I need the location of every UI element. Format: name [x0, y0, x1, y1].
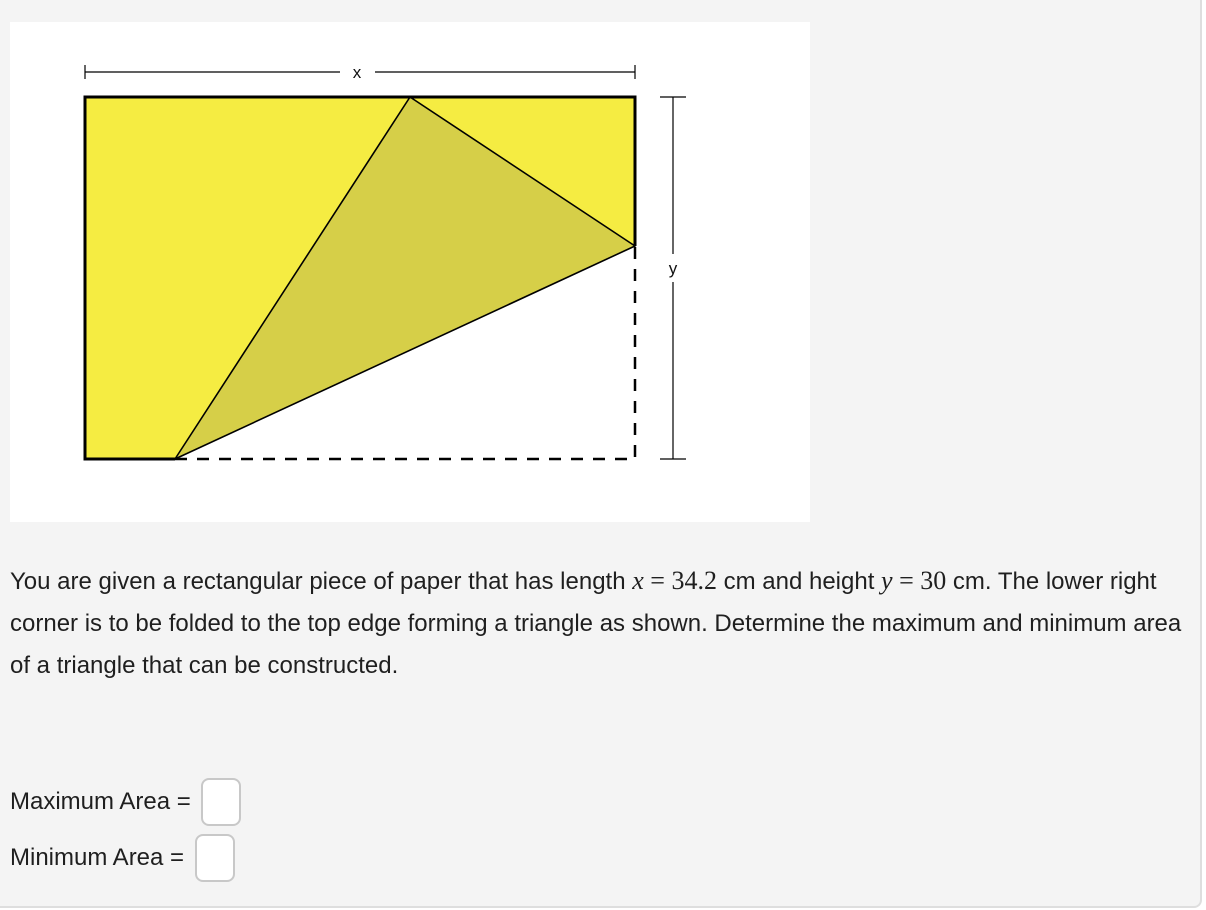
- minimum-area-input[interactable]: [195, 834, 235, 882]
- x-label: x: [352, 63, 362, 82]
- x-equation: x = 34.2: [632, 566, 717, 595]
- maximum-area-input[interactable]: [201, 778, 241, 826]
- fold-diagram: [10, 22, 810, 522]
- problem-text-2: cm and height: [716, 568, 882, 595]
- maximum-area-label: Maximum Area =: [10, 788, 198, 815]
- minimum-area-label: Minimum Area =: [10, 844, 191, 871]
- problem-text-1: You are given a rectangular piece of paper that has length: [10, 568, 633, 595]
- maximum-area-row: [10, 774, 241, 830]
- problem-statement: [10, 560, 1190, 687]
- y-label: y: [668, 259, 678, 278]
- minimum-area-row: [10, 830, 235, 886]
- fold-diagram-svg: [10, 22, 810, 522]
- y-equation: y = 30: [881, 566, 947, 595]
- problem-text-3: cm. The lower right corner is to be folded to the top edge forming a triangle as shown. Determine the maximum and minimum area of a triangle that can be constructed.: [10, 568, 1182, 679]
